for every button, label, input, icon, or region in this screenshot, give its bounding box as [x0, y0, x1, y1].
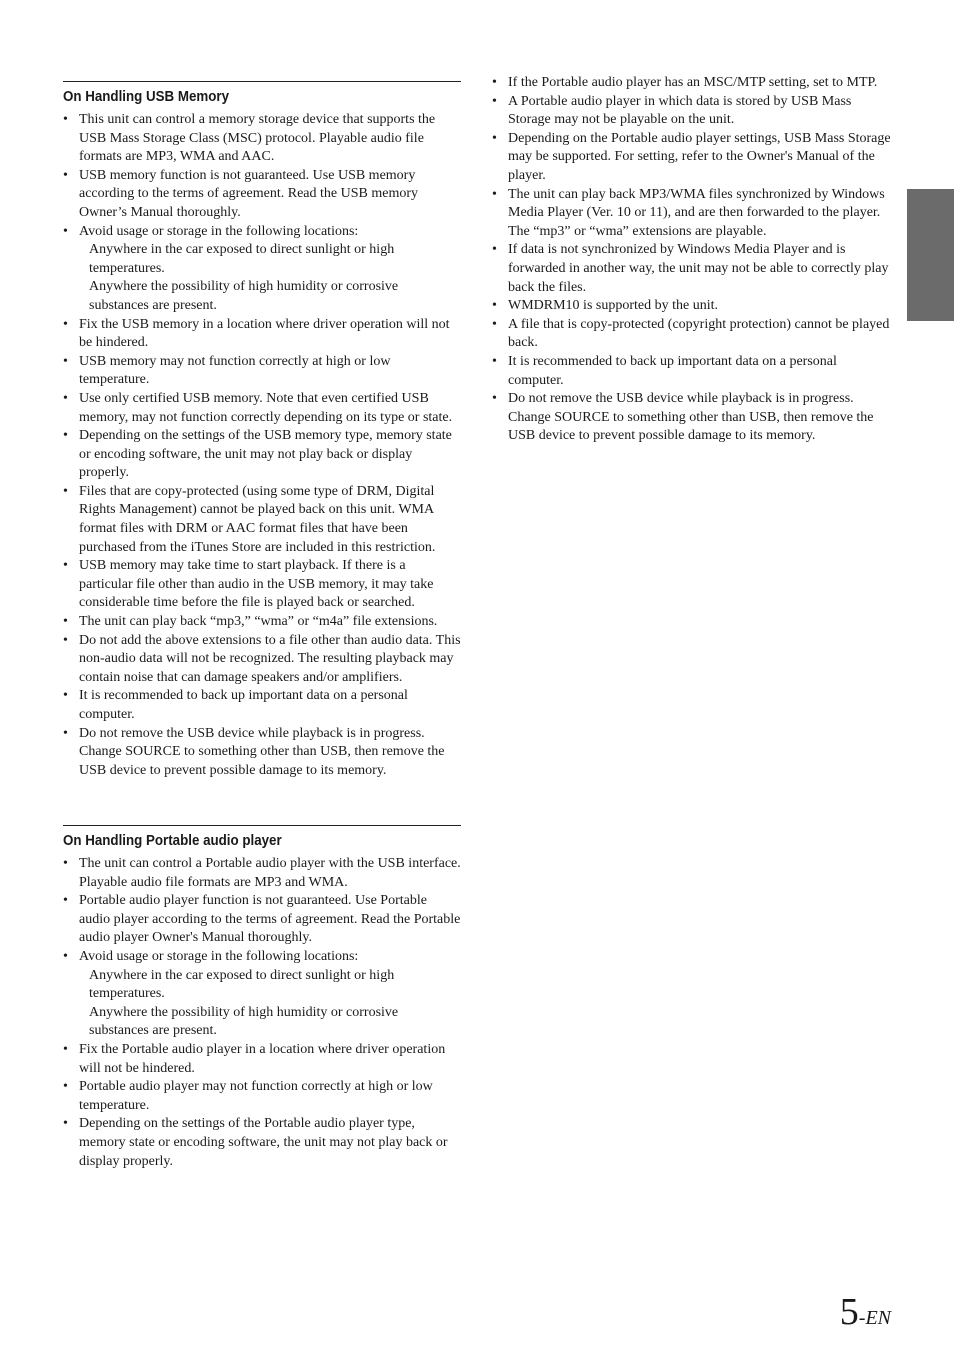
- list-item-text: Depending on the Portable audio player settings, USB Mass Storage may be supported. For setting, refer to the Owner's Manual of the player.: [508, 130, 891, 183]
- portable-audio-player-list: [63, 855, 461, 1171]
- list-item: [63, 687, 461, 724]
- side-tab-marker: [907, 189, 954, 321]
- list-item-text: It is recommended to back up important data on a personal computer.: [79, 688, 408, 722]
- bullet-point: •: [492, 130, 497, 146]
- bullet-point: •: [63, 223, 68, 239]
- bullet-point: •: [63, 390, 68, 406]
- bullet-point: •: [63, 856, 68, 871]
- section-portable-audio-player-title: On Handling Portable audio player: [63, 833, 282, 849]
- list-item: [492, 186, 892, 242]
- bullet-point: •: [63, 725, 68, 741]
- list-item: [492, 353, 892, 390]
- list-item: [63, 167, 461, 223]
- list-item-text: USB memory function is not guaranteed. Use USB memory according to the terms of agreement. Read the USB memory Owner’s Manual thoroughly.: [79, 167, 419, 220]
- list-sub-item: Anywhere the possibility of high humidity or corrosive substances are present.: [89, 279, 399, 313]
- list-item-text: Portable audio player function is not guaranteed. Use Portable audio player according to the terms of agreement. Read the Portable audio player Owner's Manual thoroughly.: [79, 893, 461, 946]
- section-usb-memory: [63, 81, 461, 780]
- list-item: [492, 316, 892, 353]
- list-item: [63, 111, 461, 167]
- bullet-point: •: [63, 614, 68, 630]
- list-sub-item: Anywhere in the car exposed to direct sunlight or high temperatures.: [89, 967, 395, 1002]
- list-item: [492, 390, 892, 446]
- list-item-text: Do not remove the USB device while playback is in progress. Change SOURCE to something other than USB, then remove the USB device to prevent possible damage to its memory.: [508, 391, 874, 444]
- portable-audio-player-list-continued: [492, 74, 892, 446]
- list-item: [63, 1078, 461, 1115]
- list-item-text: Fix the Portable audio player in a location where driver operation will not be hindered.: [79, 1041, 446, 1076]
- list-item-text: WMDRM10 is supported by the unit.: [508, 298, 718, 314]
- bullet-point: •: [63, 483, 68, 499]
- list-item-text: The unit can play back “mp3,” “wma” or “m4a” file extensions.: [79, 614, 438, 630]
- list-item-text: Fix the USB memory in a location where driver operation will not be hindered.: [79, 316, 450, 351]
- list-item-text: This unit can control a memory storage device that supports the USB Mass Storage Class (MSC) protocol. Playable audio file formats are MP3, WMA and AAC.: [79, 112, 436, 165]
- bullet-point: •: [492, 316, 497, 332]
- bullet-point: •: [63, 632, 68, 648]
- list-item: [63, 613, 461, 632]
- bullet-point: •: [63, 1116, 68, 1132]
- list-item-text: Do not add the above extensions to a file other than audio data. This non-audio data will not be recognized. The resulting playback may contain noise that can damage speakers and/or amplifiers.: [79, 632, 461, 685]
- bullet-point: •: [63, 316, 68, 332]
- bullet-point: •: [492, 93, 497, 109]
- list-item: [492, 241, 892, 297]
- bullet-point: •: [63, 1079, 68, 1095]
- list-item: [492, 74, 892, 93]
- list-item-text: USB memory may take time to start playback. If there is a particular file other than audio in the USB memory, it may take considerable time before the file is played back or searched.: [79, 558, 434, 611]
- bullet-point: •: [63, 353, 68, 369]
- list-item-text: Files that are copy-protected (using some type of DRM, Digital Rights Management) cannot be played back on this unit. WMA format files with DRM or AAC format files that have been purchased from the iTunes Store are included in this restriction.: [79, 483, 436, 555]
- page-number-digit: 5: [839, 1291, 859, 1333]
- list-item-text: The unit can control a Portable audio player with the USB interface. Playable audio file formats are MP3 and WMA.: [79, 856, 461, 890]
- bullet-point: •: [492, 242, 497, 258]
- list-item: [63, 892, 461, 948]
- section-portable-audio-player: [63, 825, 461, 1171]
- list-item-text: A Portable audio player in which data is stored by USB Mass Storage may not be playable on the unit.: [508, 93, 852, 128]
- list-item-text: If the Portable audio player has an MSC/MTP setting, set to MTP.: [508, 75, 878, 90]
- list-item: [63, 855, 461, 892]
- list-item-text: The unit can play back MP3/WMA files synchronized by Windows Media Player (Ver. 10 or 11), and are then forwarded to the player. The “mp3” or “wma” extensions are playable.: [508, 186, 885, 239]
- list-item-text: USB memory may not function correctly at high or low temperature.: [79, 353, 391, 388]
- right-column: [492, 74, 892, 446]
- bullet-point: •: [63, 558, 68, 574]
- list-item: [63, 316, 461, 353]
- bullet-point: •: [63, 1041, 68, 1057]
- list-item: [63, 948, 461, 1041]
- bullet-point: •: [492, 391, 497, 407]
- bullet-point: •: [492, 75, 497, 90]
- page-number: [840, 1290, 891, 1334]
- bullet-point: •: [63, 428, 68, 444]
- list-item: [63, 353, 461, 390]
- list-item: [63, 390, 461, 427]
- list-item: [63, 427, 461, 483]
- list-item: [63, 632, 461, 688]
- bullet-point: •: [63, 688, 68, 704]
- bullet-point: •: [492, 186, 497, 202]
- list-item: [63, 557, 461, 613]
- list-item-text: If data is not synchronized by Windows Media Player and is forwarded in another way, the unit may not be able to correctly play back the files.: [508, 242, 889, 295]
- list-item: [63, 483, 461, 557]
- list-item-text: Depending on the settings of the Portable audio player type, memory state or encoding software, the unit may not play back or display properly.: [79, 1116, 448, 1169]
- list-item-text: Do not remove the USB device while playback is in progress. Change SOURCE to something other than USB, then remove the USB device to prevent possible damage to its memory.: [79, 725, 445, 778]
- section-usb-memory-title: On Handling USB Memory: [63, 89, 230, 105]
- list-item-text: Portable audio player may not function correctly at high or low temperature.: [79, 1079, 433, 1113]
- bullet-point: •: [63, 893, 68, 909]
- list-sub-item: Anywhere the possibility of high humidity or corrosive substances are present.: [89, 1004, 399, 1039]
- list-item: [492, 297, 892, 316]
- list-item: [63, 725, 461, 781]
- list-item-text: Use only certified USB memory. Note that even certified USB memory, may not function correctly depending on its type or state.: [79, 390, 453, 425]
- list-item: [63, 1115, 461, 1171]
- list-item: [492, 130, 892, 186]
- bullet-point: •: [63, 167, 68, 183]
- usb-memory-list: [63, 111, 461, 780]
- list-item-text: A file that is copy-protected (copyright protection) cannot be played back.: [508, 316, 890, 351]
- page-number-suffix: -EN: [858, 1307, 891, 1329]
- list-item: [492, 93, 892, 130]
- bullet-point: •: [492, 298, 497, 314]
- list-item: [63, 223, 461, 316]
- list-item: [63, 1041, 461, 1078]
- list-item-text: Avoid usage or storage in the following locations:: [79, 223, 359, 239]
- list-item-text: It is recommended to back up important data on a personal computer.: [508, 353, 837, 388]
- bullet-point: •: [492, 353, 497, 369]
- list-sub-item: Anywhere in the car exposed to direct sunlight or high temperatures.: [89, 242, 395, 276]
- bullet-point: •: [63, 112, 68, 127]
- list-item-text: Avoid usage or storage in the following locations:: [79, 948, 359, 964]
- list-item-text: Depending on the settings of the USB memory type, memory state or encoding software, the unit may not play back or display properly.: [79, 428, 452, 481]
- bullet-point: •: [63, 948, 68, 964]
